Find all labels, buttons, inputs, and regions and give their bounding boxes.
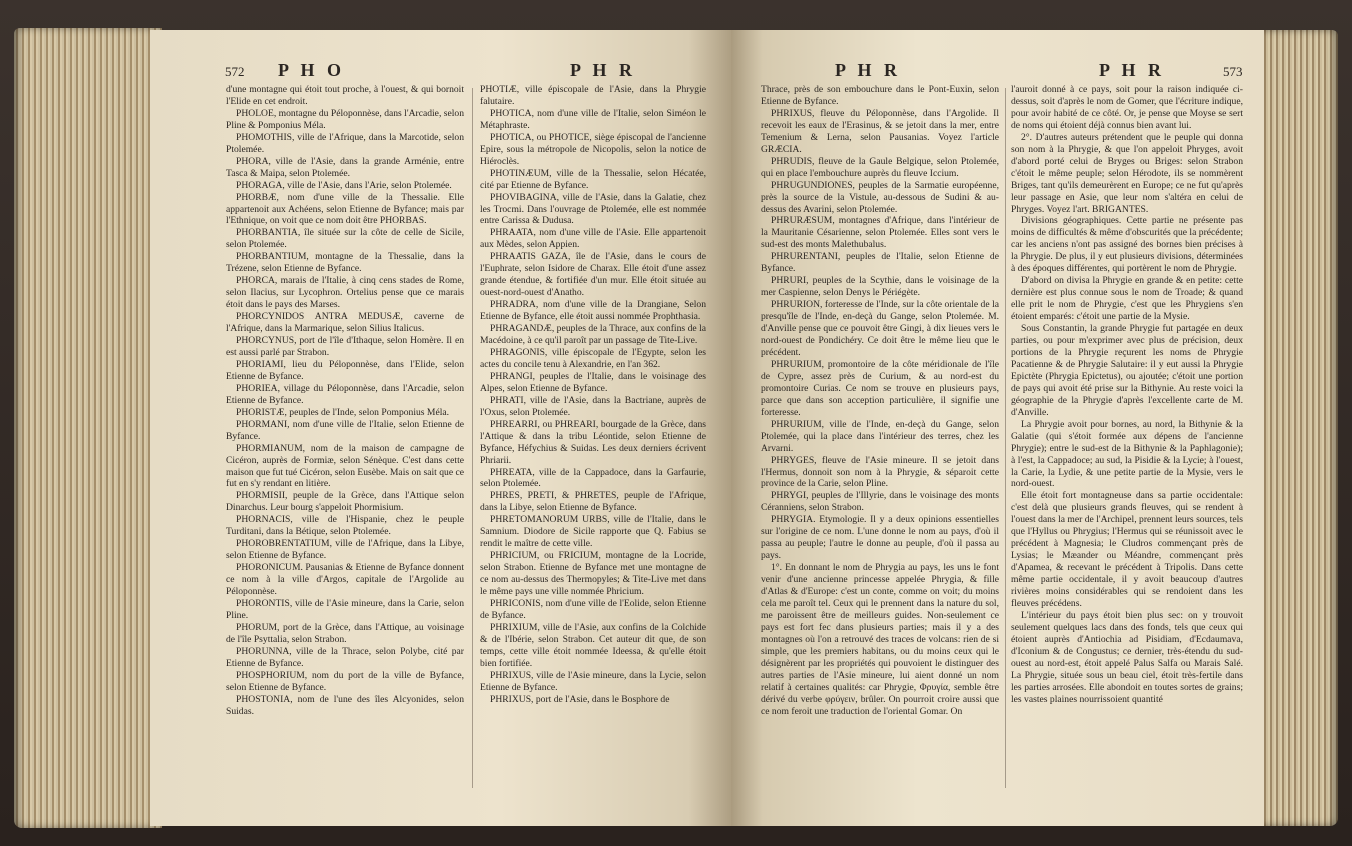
entry-paragraph: PHRANGI, peuples de l'Italie, dans le voisinage des Alpes, selon Etienne de Byfance.	[480, 370, 706, 394]
column-rule	[472, 88, 473, 788]
entry-paragraph: PHORONICUM. Pausanias & Etienne de Byfance donnent ce nom à la ville d'Argos, capitale de l'Argolide au Péloponnèse.	[226, 562, 464, 598]
entry-paragraph: PHORUM, port de la Grèce, dans l'Attique, au voisinage de l'île Psyttalia, selon Strabon.	[226, 621, 464, 645]
right-page-edges	[1262, 30, 1338, 826]
entry-paragraph: PHREATA, ville de la Cappadoce, dans la Garfaurie, selon Ptolemée.	[480, 466, 706, 490]
right-page-column-1	[761, 84, 999, 718]
entry-paragraph: PHORCYNUS, port de l'île d'Ithaque, selon Homère. Il en est aussi parlé par Strabon.	[226, 335, 464, 358]
right-page-header-right: P H R	[1099, 60, 1166, 80]
left-page-column-2	[480, 84, 706, 706]
entry-paragraph: PHRAGANDÆ, peuples de la Thrace, aux confins de la Macédoine, à ce qu'il paroît par un passage de Tite-Live.	[480, 323, 706, 347]
entry-paragraph: PHRADRA, nom d'une ville de la Drangiane, Selon Etienne de Byfance, elle étoit aussi nommée Prophthasia.	[480, 299, 706, 323]
entry-paragraph: PHREARRI, ou PHREARI, bourgade de la Grèce, dans l'Attique & dans la tribu Léontide, selon Etienne de Byfance, Héfychius & Suidas. Les deux derniers écrivent Phriarii.	[480, 418, 706, 466]
entry-paragraph: PHORIAMI, lieu du Péloponnèse, dans l'Elide, selon Etienne de Byfance.	[226, 358, 464, 382]
entry-paragraph: Divisions géographiques. Cette partie ne présente pas moins de difficultés & même d'obscurités que la précédente; car les anciens n'ont pas assigné des bornes bien précises à la Phrygie. De plus, il y eut plusieurs divisions, déterminées à des époques différentes, qui portèrent le nom de Phrygie.	[1011, 215, 1243, 275]
entry-paragraph: PHOTICA, ou PHOTICE, siège épiscopal de l'ancienne Epire, sous la métropole de Nicopolis, selon la notice de Hiéroclès.	[480, 131, 706, 167]
entry-paragraph: PHOSTONIA, nom de l'une des îles Alcyonides, selon Suidas.	[226, 693, 464, 717]
entry-paragraph: PHORNACIS, ville de l'Hispanie, chez le peuple Turditani, dans la Bétique, selon Ptolemée.	[226, 514, 464, 538]
left-page-header-right: P H R	[570, 60, 637, 80]
entry-paragraph: PHORIEA, village du Péloponnèse, dans l'Arcadie, selon Etienne de Byfance.	[226, 382, 464, 406]
entry-paragraph: PHOTIÆ, ville épiscopale de l'Asie, dans la Phrygie falutaire.	[480, 84, 706, 107]
entry-paragraph: PHRAGONIS, ville épiscopale de l'Egypte, selon les actes du concile tenu à Alexandrie, en l'an 362.	[480, 346, 706, 370]
entry-paragraph: PHRYGES, fleuve de l'Asie mineure. Il se jetoit dans l'Hermus, donnoit son nom à la Phrygie, & séparoit cette province de la Carie, selon Pline.	[761, 454, 999, 490]
entry-paragraph: PHOVIBAGINA, ville de l'Asie, dans la Galatie, chez les Trocmi. Dans l'ouvrage de Ptolemée, elle est nommée entre Carissa & Dudusa.	[480, 191, 706, 227]
entry-paragraph: PHRIXUS, ville de l'Asie mineure, dans la Lycie, selon Etienne de Byfance.	[480, 669, 706, 693]
entry-paragraph: l'auroit donné à ce pays, soit pour la raison indiquée ci-dessus, soit d'après le nom de Gomer, que l'écriture indique, pour avoir habité de ce côté. Or, je pense que Moyse se sert de noms qui étoient déjà connus bien avant lui.	[1011, 84, 1243, 131]
entry-paragraph: PHORBANTIA, île située sur la côte de celle de Sicile, selon Ptolemée.	[226, 227, 464, 251]
entry-paragraph: PHRAATIS GAZA, île de l'Asie, dans le cours de l'Euphrate, selon Isidore de Charax. Elle étoit d'une assez grande étendue, & fortifiée d'un mur. Elle étoit située au ouest-nord-ouest d'Anatho.	[480, 251, 706, 299]
entry-paragraph: PHORCA, marais de l'Italie, à cinq cens stades de Rome, selon Ilacius, sur Lycophron. Ortelius pense que ce marais étoit dans le pays des Marses.	[226, 275, 464, 311]
entry-paragraph: PHRIXUS, port de l'Asie, dans le Bosphore de	[490, 693, 670, 705]
right-page-column-2	[1011, 84, 1243, 706]
entry-paragraph: PHORMANI, nom d'une ville de l'Italie, selon Etienne de Byfance.	[226, 418, 464, 442]
entry-paragraph: PHRURÆSUM, montagnes d'Afrique, dans l'intérieur de la Mauritanie Césarienne, selon Ptolemée. Elles sont vers le sud-est des monts Malethubalus.	[761, 215, 999, 251]
entry-paragraph: PHRETOMANORUM URBS, ville de l'Italie, dans le Samnium. Diodore de Sicile rapporte que Q. Fabius se rendit le maître de cette ville.	[480, 514, 706, 550]
entry-paragraph: PHRYGIA. Etymologie. Il y a deux opinions essentielles sur l'origine de ce nom. L'une donne le nom au pays, d'où il passa au peuple; l'autre le donne au peuple, d'où il passa au pays.	[761, 514, 999, 562]
entry-paragraph: PHRUDIS, fleuve de la Gaule Belgique, selon Ptolemée, qui en place l'embouchure auprès du fleuve Iccium.	[761, 155, 999, 179]
entry-paragraph: PHORMIANUM, nom de la maison de campagne de Cicéron, auprès de Formiæ, selon Sénèque. C'est dans cette maison que fut tué Cicéron, selon Eusèbe. Mais on sait que ce fut en s'y rendant en litière.	[226, 442, 464, 490]
entry-paragraph: PHRUGUNDIONES, peuples de la Sarmatie européenne, près la source de la Vistule, au-dessous de Sudini & au-dessus des Avarini, selon Ptolemée.	[761, 179, 999, 215]
entry-paragraph: PHORBANTIUM, montagne de la Thessalie, dans la Trézene, selon Etienne de Byfance.	[226, 251, 464, 275]
entry-paragraph: PHOTICA, nom d'une ville de l'Italie, selon Siméon le Métaphraste.	[480, 107, 706, 131]
entry-paragraph: PHORMISII, peuple de la Grèce, dans l'Attique selon Dinarchus. Leur bourg s'appeloit Phormisium.	[226, 490, 464, 514]
right-page-number: 573	[1223, 64, 1243, 79]
entry-paragraph: 2°. D'autres auteurs prétendent que le peuple qui donna son nom à la Phrygie, & que l'on appeloit Phryges, avoit d'abord porté celui de Bryges ou Briges: selon Strabon c'étoit le même peuple; selon Hérodote, ils se nommèrent Briges, tant qu'ils demeurèrent en Europe; ce ne fut qu'après leur passage en Asie, que leur nom s'altéra en celui de Phryges. Voyez l'art. BRIGANTES.	[1011, 131, 1243, 215]
entry-paragraph: PHORBÆ, nom d'une ville de la Thessalie. Elle appartenoit aux Achéens, selon Etienne de Byfance; mais par l'Ethnique, on voit que ce nom doit être PHORBAS.	[226, 191, 464, 227]
right-page	[731, 30, 1264, 826]
entry-paragraph: PHRES, PRETI, & PHRETES, peuple de l'Afrique, dans la Libye, selon Etienne de Byfance.	[480, 490, 706, 514]
entry-paragraph: PHORAGA, ville de l'Asie, dans l'Arie, selon Ptolemée.	[236, 179, 452, 191]
entry-paragraph: L'intérieur du pays étoit bien plus sec: on y trouvoit seulement quelques lacs dans des fonds, tels que ceux qui étoient auprès d'Antiochia ad Pisidiam, d'Ecdaumava, d'Iconium & de Congustus; ce dernier, très-étendu du sud-ouest au nord-est, étoit appelé Palus Salfa ou Marais Salé. La Phrygie, située sous un beau ciel, étoit très-fertile dans les parties arrosées. Elle abondoit en toutes sortes de grains; les vastes plaines nourrissoient quantité	[1011, 609, 1243, 705]
entry-paragraph: d'une montagne qui étoit tout proche, à l'ouest, & qui bornoit l'Elide en cet endroit.	[226, 84, 464, 107]
entry-paragraph: PHRURIUM, ville de l'Inde, en-deçà du Gange, selon Ptolemée, qui la place dans l'intérieur des terres, chez les Arvarni.	[761, 418, 999, 454]
entry-paragraph: PHRURENTANI, peuples de l'Italie, selon Etienne de Byfance.	[761, 251, 999, 275]
entry-paragraph: PHRICONIS, nom d'une ville de l'Eolide, selon Etienne de Byfance.	[480, 597, 706, 621]
left-page-header-left: P H O	[278, 60, 346, 80]
entry-paragraph: PHRIXIUM, ville de l'Asie, aux confins de la Colchide & de l'Ibérie, selon Strabon. Cet auteur dit que, de son temps, cette ville étoit nommée Ideessa, & qu'elle étoit bien fortifiée.	[480, 621, 706, 669]
left-page-edges	[14, 28, 162, 828]
left-page	[150, 30, 735, 826]
entry-paragraph: PHOTINÆUM, ville de la Thessalie, selon Hécatée, cité par Etienne de Byfance.	[480, 167, 706, 191]
entry-paragraph: PHRYGI, peuples de l'Illyrie, dans le voisinage des monts Céranniens, selon Strabon.	[761, 490, 999, 514]
entry-paragraph: La Phrygie avoit pour bornes, au nord, la Bithynie & la Galatie (qui s'étoit formée aux dépens de l'ancienne Phrygie); entre le sud-est de la Bithynie & la Paphlagonie); à l'est, la Cappadoce; au sud, la Pisidie & la Lycie; à l'ouest, la Carie, la Lydie, & une petite partie de la Mysie, vers le nord-ouest.	[1011, 418, 1243, 490]
entry-paragraph: PHOMOTHIS, ville de l'Afrique, dans la Marcotide, selon Ptolemée.	[226, 131, 464, 155]
entry-paragraph: 1°. En donnant le nom de Phrygia au pays, les uns le font venir d'une ancienne princesse appelée Phrygia, & fille d'Atlas & d'Europe: c'est un conte, comme on voit; du moins cela me paroît tel. Ceux qui le prennent dans la nature du sol, me paroissent être de meilleurs guides. Non-seulement ce pays est fort fec dans plusieurs parties; mais il y a des montagnes où l'on a retrouvé des traces de volcans: rien de si simple, que les premiers habitans, ou du moins ceux qui le désignèrent par les propriétés qui pouvoient le distinguer des autres parties de l'Asie mineure, lui aient donné un nom relatif à certaines qualités: car Phrygie, Φρυγία, semble être dérivé du verbe φρύγειν, brûler. On pourroit croire aussi que ce nom feroit une traduction de l'oriental Gomar. On	[761, 562, 999, 717]
right-page-header-left: P H R	[835, 60, 902, 80]
entry-paragraph: PHORCYNIDOS ANTRA MEDUSÆ, caverne de l'Afrique, dans la Marmarique, selon Silius Italicus.	[226, 311, 464, 335]
entry-paragraph: PHORUNNA, ville de la Thrace, selon Polybe, cité par Etienne de Byfance.	[226, 645, 464, 669]
entry-paragraph: Thrace, près de son embouchure dans le Pont-Euxin, selon Etienne de Byfance.	[761, 84, 999, 107]
entry-paragraph: PHOSPHORIUM, nom du port de la ville de Byfance, selon Etienne de Byfance.	[226, 669, 464, 693]
entry-paragraph: PHORISTÆ, peuples de l'Inde, selon Pomponius Méla.	[236, 406, 450, 418]
entry-paragraph: PHORONTIS, ville de l'Asie mineure, dans la Carie, selon Pline.	[226, 597, 464, 621]
entry-paragraph: PHORA, ville de l'Asie, dans la grande Arménie, entre Tasca & Maipa, selon Ptolemée.	[226, 155, 464, 179]
entry-paragraph: PHRIXUS, fleuve du Péloponnèse, dans l'Argolide. Il recevoit les eaux de l'Erasinus, & se jetoit dans la mer, entre Temenium & Lerna, selon Pausanias. Voyez l'article GRÆCIA.	[761, 107, 999, 155]
entry-paragraph: Elle étoit fort montagneuse dans sa partie occidentale: c'est delà que plusieurs grands fleuves, qui se rendent à l'ouest dans la mer de l'Archipel, prennent leurs sources, tels que l'Hyllus ou Phrygius; l'Hermus qui se réunissoit avec le précédent à Magnesia; le Cludros commençant près de Lysias; le Mæander ou Méandre, commençant près d'Apamea, & recevant le précédent à Tripolis. Dans cette même partie occidentale, il y avoit beaucoup d'autres rivières moins considérables qui se rendoient dans les fleuves précédens.	[1011, 490, 1243, 609]
entry-paragraph: D'abord on divisa la Phrygie en grande & en petite: cette dernière est plus connue sous le nom de Troade; & quand elle prit le nom de Phrygie, c'est que les Phrygiens s'en étoient emparés: c'étoit une partie de la Mysie.	[1011, 275, 1243, 323]
entry-paragraph: PHRURI, peuples de la Scythie, dans le voisinage de la mer Caspienne, selon Denys le Périégète.	[761, 275, 999, 299]
left-page-column-1	[226, 84, 464, 718]
column-rule	[1005, 88, 1006, 788]
entry-paragraph: PHRICIUM, ou FRICIUM, montagne de la Locride, selon Strabon. Etienne de Byfance met une montagne de ce nom au-dessus des Thermopyles; & Tite-Live met dans le même pays une ville nommée Phricium.	[480, 550, 706, 598]
entry-paragraph: PHOLOE, montagne du Péloponnèse, dans l'Arcadie, selon Pline & Pomponius Méla.	[226, 107, 464, 131]
entry-paragraph: PHRAATA, nom d'une ville de l'Asie. Elle appartenoit aux Mèdes, selon Appien.	[480, 227, 706, 251]
entry-paragraph: PHRATI, ville de l'Asie, dans la Bactriane, auprès de l'Oxus, selon Ptolemée.	[480, 394, 706, 418]
entry-paragraph: Sous Constantin, la grande Phrygie fut partagée en deux parties, ou pour m'exprimer avec plus de précision, deux portions de la Phrygie reçurent les noms de Phrygie Pacatienne & de Phrygie Salutaire: il y eut aussi la Phrygie Epictète (Phrygia Epictetus), ou ajoutée; c'étoit une portion de pays qui avoit été prise sur la Bithynie. Au reste voici la géographie de la Phrygie d'après l'excellente carte de M. d'Anville.	[1011, 323, 1243, 418]
entry-paragraph: PHRURIUM, promontoire de la côte méridionale de l'île de Cypre, assez près de Curium, & au nord-est du promontoire Curias. Ce nom se trouve en plusieurs pays, parce que dans son acception particulière, il signifie une forteresse.	[761, 358, 999, 418]
left-page-number: 572	[225, 64, 245, 79]
entry-paragraph: PHOROBRENTATIUM, ville de l'Afrique, dans la Libye, selon Etienne de Byfance.	[226, 538, 464, 562]
entry-paragraph: PHRURION, forteresse de l'Inde, sur la côte orientale de la presqu'île de l'Inde, en-deçà du Gange, selon Ptolemée. M. d'Anville pense que ce pouvoit être Gingi, à dix lieues vers le nord-ouest de Pondichéry. Ce doit être le même lieu que le précédent.	[761, 299, 999, 358]
